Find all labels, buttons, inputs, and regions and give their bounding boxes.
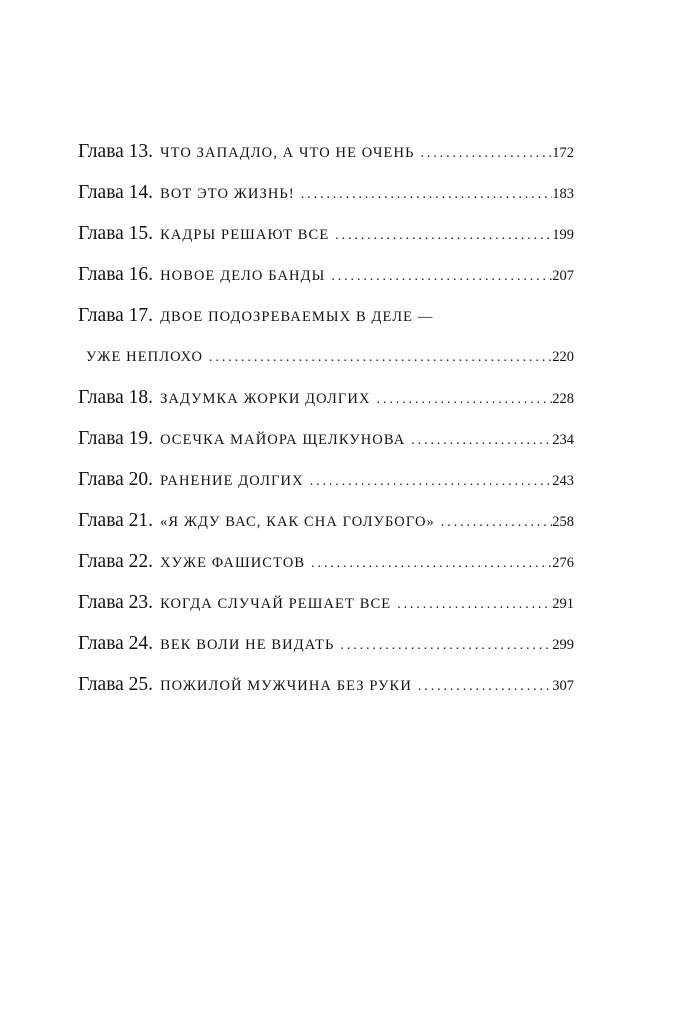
toc-entry-14[interactable] [78, 179, 574, 220]
toc-entry-21[interactable] [78, 507, 574, 548]
dot-leader [325, 263, 552, 291]
toc-entry-18[interactable] [78, 384, 574, 425]
toc-entry-15[interactable] [78, 220, 574, 261]
page-number: 291 [552, 596, 574, 612]
chapter-number: Глава 22. [78, 551, 154, 572]
chapter-number: Глава 16. [78, 264, 154, 285]
toc-entry-22[interactable] [78, 548, 574, 589]
dot-leader [305, 550, 552, 578]
chapter-title: ВЕК ВОЛИ НЕ ВИДАТЬ [160, 637, 335, 653]
page-number: 183 [552, 186, 574, 202]
chapter-title: ПОЖИЛОЙ МУЖЧИНА БЕЗ РУКИ [160, 678, 412, 694]
dot-leader [203, 344, 552, 372]
dot-leader [334, 632, 552, 660]
toc-entry-17[interactable] [78, 302, 574, 384]
toc-entry-24[interactable] [78, 630, 574, 671]
chapter-title: ДВОЕ ПОДОЗРЕВАЕМЫХ В ДЕЛЕ — [160, 309, 434, 325]
table-of-contents [78, 138, 574, 712]
chapter-title: РАНЕНИЕ ДОЛГИХ [160, 473, 304, 489]
chapter-number: Глава 19. [78, 428, 154, 449]
chapter-number: Глава 15. [78, 223, 154, 244]
chapter-title: КАДРЫ РЕШАЮТ ВСЕ [160, 227, 330, 243]
toc-entry-16[interactable] [78, 261, 574, 302]
dot-leader [329, 222, 552, 250]
page-number: 172 [552, 145, 574, 161]
chapter-title-continuation: УЖЕ НЕПЛОХО [86, 349, 204, 365]
chapter-number: Глава 24. [78, 633, 154, 654]
dot-leader [435, 509, 552, 537]
chapter-title: «Я ЖДУ ВАС, КАК СНА ГОЛУБОГО» [160, 514, 435, 530]
dot-leader [371, 386, 553, 414]
chapter-number: Глава 21. [78, 510, 154, 531]
toc-entry-20[interactable] [78, 466, 574, 507]
page-number: 307 [552, 678, 574, 694]
chapter-number: Глава 20. [78, 469, 154, 490]
page-number: 199 [552, 227, 574, 243]
toc-entry-25[interactable] [78, 671, 574, 712]
chapter-number: Глава 25. [78, 674, 154, 695]
page-number: 220 [552, 349, 574, 365]
toc-entry-13[interactable] [78, 138, 574, 179]
toc-entry-19[interactable] [78, 425, 574, 466]
chapter-number: Глава 23. [78, 592, 154, 613]
page-number: 243 [552, 473, 574, 489]
page-number: 207 [552, 268, 574, 284]
dot-leader [415, 140, 553, 168]
chapter-number: Глава 17. [78, 305, 154, 326]
chapter-number: Глава 14. [78, 182, 154, 203]
chapter-title: ВОТ ЭТО ЖИЗНЬ! [160, 186, 295, 202]
chapter-number: Глава 18. [78, 387, 154, 408]
dot-leader [295, 181, 552, 209]
toc-entry-23[interactable] [78, 589, 574, 630]
dot-leader [405, 427, 552, 455]
chapter-title: НОВОЕ ДЕЛО БАНДЫ [160, 268, 326, 284]
chapter-title: ОСЕЧКА МАЙОРА ЩЕЛКУНОВА [160, 432, 406, 448]
dot-leader [412, 673, 552, 701]
page-number: 228 [552, 391, 574, 407]
page-number: 234 [552, 432, 574, 448]
dot-leader [391, 591, 552, 619]
page-number: 258 [552, 514, 574, 530]
chapter-number: Глава 13. [78, 141, 154, 162]
page-number: 299 [552, 637, 574, 653]
chapter-title: ЧТО ЗАПАДЛО, А ЧТО НЕ ОЧЕНЬ [160, 145, 415, 161]
page-number: 276 [552, 555, 574, 571]
chapter-title: ЗАДУМКА ЖОРКИ ДОЛГИХ [160, 391, 371, 407]
dot-leader [304, 468, 553, 496]
chapter-title: ХУЖЕ ФАШИСТОВ [160, 555, 306, 571]
chapter-title: КОГДА СЛУЧАЙ РЕШАЕТ ВСЕ [160, 596, 392, 612]
